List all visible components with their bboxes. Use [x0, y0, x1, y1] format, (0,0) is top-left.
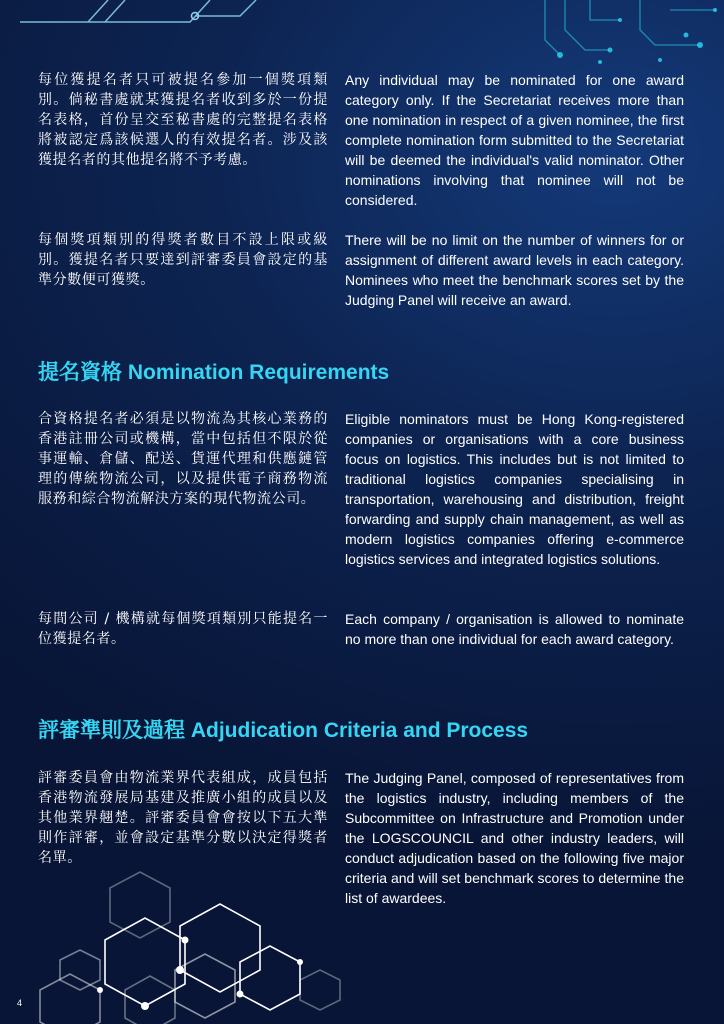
paragraph-en-eligible-nominators: Eligible nominators must be Hong Kong-registered companies or organisations with a core business focus on logistics. This includes but is not limited to traditional logistics companies specialising in transportation, warehousing and distribution, freight forwarding and supply chain management, as well as modern logistics companies offering e-commerce logistics services and integrated logistics solutions. [345, 411, 684, 567]
hexagon-network-decoration [0, 870, 360, 1024]
paragraph-en-winner-limit: There will be no limit on the number of winners for or assignment of different award levels in each category. Nominees who meet the benchmark scores set by the Judging Panel will receive an award. [345, 232, 684, 308]
paragraph-zh-winner-limit: 每個獎項類別的得獎者數目不設上限或級別。獲提名者只要達到評審委員會設定的基準分數便可獲獎。 [38, 232, 328, 288]
paragraph-zh-one-nominee: 每間公司 / 機構就每個獎項類別只能提名一位獲提名者。 [38, 611, 328, 647]
paragraph-en-single-category: Any individual may be nominated for one award category only. If the Secretariat receives more than one nomination in respect of a given nominee, the first complete nomination form submitted to the Secretariat will be deemed the individual's valid nominator. Other nominations involving that nominee will not be considered. [345, 72, 684, 208]
section-heading-nomination-requirements: 提名資格 Nomination Requirements [38, 361, 390, 384]
paragraph-en-one-nominee: Each company / organisation is allowed to nominate no more than one individual for each award category. [345, 611, 684, 647]
section-heading-adjudication: 評審準則及過程 Adjudication Criteria and Process [38, 719, 529, 742]
paragraph-zh-judging-panel: 評審委員會由物流業界代表組成，成員包括香港物流發展局基建及推廣小組的成員以及其他業界翹楚。評審委員會會按以下五大準則作評審，並會設定基準分數以決定得獎者名單。 [38, 770, 328, 866]
circuit-decoration-top [0, 0, 724, 70]
paragraph-zh-eligible-nominators: 合資格提名者必須是以物流為其核心業務的香港註冊公司或機構，當中包括但不限於從事運輸、倉儲、配送、貨運代理和供應鏈管理的傳統物流公司，以及提供電子商務物流服務和綜合物流解決方案的現代物流公司。 [38, 411, 328, 507]
paragraph-zh-single-category: 每位獲提名者只可被提名參加一個獎項類別。倘秘書處就某獲提名者收到多於一份提名表格，首份呈交至秘書處的完整提名表格將被認定爲該候選人的有效提名者。涉及該獲提名者的其他提名將不予考慮。 [38, 72, 328, 168]
page-number: 4 [17, 998, 23, 1008]
paragraph-en-judging-panel: The Judging Panel, composed of representatives from the logistics industry, including members of the Subcommittee on Infrastructure and Promotion under the LOGSCOUNCIL and other industry leaders, will conduct adjudication based on the following five major criteria and will set benchmark scores to determine the list of awardees. [345, 770, 684, 906]
